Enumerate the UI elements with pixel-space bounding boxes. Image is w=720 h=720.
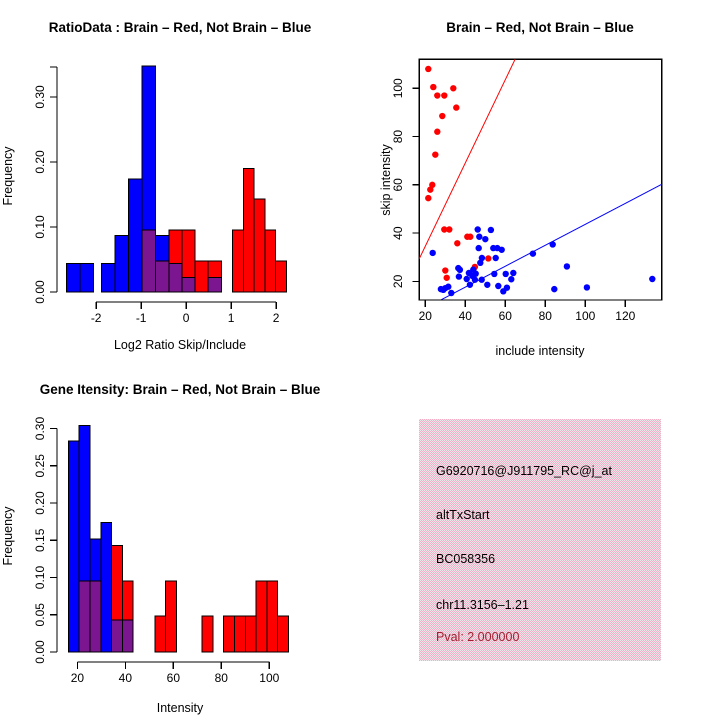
scatter-point xyxy=(491,271,497,277)
y-tick-label: 0.15 xyxy=(33,528,47,552)
hist-bar-red xyxy=(267,581,278,652)
hist-bar-red xyxy=(254,199,265,292)
hist-bar-red xyxy=(235,616,246,652)
scatter-point xyxy=(485,255,491,261)
x-tick-label: 100 xyxy=(259,671,280,685)
scatter-point xyxy=(434,129,440,135)
x-tick-label: 40 xyxy=(118,671,133,685)
hist-bar-blue xyxy=(129,179,143,292)
scatter-point xyxy=(425,66,431,72)
hist-bar-red xyxy=(276,261,287,292)
hist-bar-red xyxy=(195,261,208,292)
scatter-point xyxy=(475,226,481,232)
scatter-point xyxy=(442,267,448,273)
hist-bar-red xyxy=(278,616,289,652)
scatter-point xyxy=(425,195,431,201)
gene-histogram-title: Gene Itensity: Brain – Red, Not Brain – Blue xyxy=(39,382,321,397)
scatter-point xyxy=(439,113,445,119)
scatter-point xyxy=(434,92,440,98)
scatter-point xyxy=(503,271,509,277)
hist-bar-overlap xyxy=(79,581,90,652)
hist-bar-overlap xyxy=(169,263,182,292)
scatter-point xyxy=(649,276,655,282)
ratio-histogram-plot xyxy=(0,0,360,360)
y-tick-label: 0.00 xyxy=(33,640,47,664)
hist-bar-red xyxy=(208,261,221,278)
scatter-point xyxy=(467,234,473,240)
event-type-text: altTxStart xyxy=(436,508,490,522)
hist-bar-red xyxy=(155,616,166,652)
scatter-point xyxy=(488,227,494,233)
ratio-histogram-ylabel: Frequency xyxy=(1,146,15,206)
hist-bar-blue xyxy=(101,522,112,652)
scatter-point xyxy=(444,275,450,281)
scatter-point xyxy=(510,270,516,276)
y-tick-label: 80 xyxy=(391,129,405,144)
accession-text: BC058356 xyxy=(436,552,496,566)
y-tick-label: 60 xyxy=(391,178,405,192)
x-tick-label: 80 xyxy=(538,309,552,323)
x-tick-label: 100 xyxy=(575,309,596,323)
hist-bar-blue xyxy=(115,235,129,292)
scatter-point xyxy=(479,277,485,283)
info-panel-box xyxy=(419,419,661,661)
scatter-point xyxy=(479,255,485,261)
scatter-point xyxy=(508,276,514,282)
y-tick-label: 0.00 xyxy=(33,280,47,304)
hist-bar-red xyxy=(233,230,244,292)
scatter-xlabel: include intensity xyxy=(495,344,585,358)
scatter-point xyxy=(450,85,456,91)
panel-ratio-histogram xyxy=(0,0,360,360)
probe-id-text: G6920716@J911795_RC@j_at xyxy=(436,464,612,478)
hist-bar-overlap xyxy=(182,278,195,292)
x-tick-label: 20 xyxy=(418,309,432,323)
y-tick-label: 100 xyxy=(391,78,405,99)
hist-bar-red xyxy=(202,616,213,652)
scatter-point xyxy=(493,255,499,261)
scatter-ylabel: skip intensity xyxy=(379,144,393,216)
scatter-point xyxy=(476,245,482,251)
scatter-point xyxy=(456,273,462,279)
scatter-point xyxy=(445,284,451,290)
hist-bar-overlap xyxy=(142,230,156,292)
hist-bar-blue xyxy=(142,66,156,230)
scatter-point xyxy=(473,270,479,276)
gene-histogram-ylabel: Frequency xyxy=(1,506,15,566)
x-tick-label: 20 xyxy=(70,671,85,685)
scatter-point xyxy=(530,250,536,256)
y-tick-label: 0.20 xyxy=(33,491,47,515)
scatter-point xyxy=(453,104,459,110)
panel-intensity-scatter xyxy=(360,0,720,360)
x-tick-label: 80 xyxy=(214,671,228,685)
scatter-point xyxy=(427,186,433,192)
locus-text: chr11.3156–1.21 xyxy=(436,598,529,612)
hist-bar-red xyxy=(169,230,182,263)
plot-box xyxy=(419,59,661,300)
hist-bar-blue xyxy=(80,263,94,292)
gene-histogram-xlabel: Intensity xyxy=(156,701,204,715)
hist-bar-overlap xyxy=(90,581,101,652)
x-tick-label: 120 xyxy=(615,309,636,323)
y-tick-label: 0.30 xyxy=(33,85,47,109)
scatter-point xyxy=(430,84,436,90)
scatter-title: Brain – Red, Not Brain – Blue xyxy=(446,20,634,35)
hist-bar-blue xyxy=(68,441,79,652)
scatter-point xyxy=(430,250,436,256)
x-tick-label: 60 xyxy=(166,671,181,685)
hist-bar-red xyxy=(256,581,267,652)
y-tick-label: 0.05 xyxy=(33,603,47,627)
panel-gene-histogram xyxy=(0,360,360,720)
scatter-point xyxy=(448,290,454,296)
hist-bar-red xyxy=(224,616,235,652)
x-tick-label: 60 xyxy=(498,309,512,323)
scatter-point xyxy=(432,151,438,157)
y-tick-label: 20 xyxy=(391,274,405,289)
panel-info xyxy=(360,360,720,720)
scatter-point xyxy=(441,92,447,98)
ratio-histogram-title: RatioData : Brain – Red, Not Brain – Blue xyxy=(48,20,312,35)
hist-bar-blue xyxy=(156,235,170,260)
y-tick-label: 40 xyxy=(391,226,405,240)
y-tick-label: 0.10 xyxy=(33,215,47,239)
scatter-point xyxy=(551,286,557,292)
x-tick-label: 40 xyxy=(458,309,472,323)
scatter-point xyxy=(476,234,482,240)
scatter-point xyxy=(499,247,505,253)
x-tick-label: -1 xyxy=(135,311,147,325)
scatter-point xyxy=(584,284,590,290)
hist-bar-blue xyxy=(79,426,90,582)
pval-text: Pval: 2.000000 xyxy=(436,630,520,644)
y-tick-label: 0.25 xyxy=(33,454,47,478)
scatter-point xyxy=(564,263,570,269)
scatter-point xyxy=(446,226,452,232)
hist-bar-overlap xyxy=(112,620,123,652)
hist-bar-red xyxy=(112,545,123,619)
scatter-point xyxy=(472,277,478,283)
hist-bar-red xyxy=(166,581,177,652)
scatter-plot xyxy=(360,0,720,360)
scatter-point xyxy=(550,241,556,247)
ratio-histogram-xlabel: Log2 Ratio Skip/Include xyxy=(113,338,247,352)
hist-bar-red xyxy=(265,230,276,292)
x-tick-label: 0 xyxy=(182,311,190,325)
x-tick-label: 2 xyxy=(272,311,280,325)
hist-bar-blue xyxy=(90,539,101,581)
scatter-point xyxy=(454,240,460,246)
hist-bar-overlap xyxy=(156,261,170,292)
hist-bar-overlap xyxy=(122,620,133,652)
hist-bar-red xyxy=(182,230,195,277)
scatter-point xyxy=(495,283,501,289)
scatter-point xyxy=(482,236,488,242)
hist-bar-overlap xyxy=(208,278,221,292)
scatter-point xyxy=(467,282,473,288)
hist-bar-blue xyxy=(102,263,116,292)
hist-bar-red xyxy=(245,616,256,652)
scatter-point xyxy=(464,276,470,282)
y-tick-label: 0.30 xyxy=(33,416,47,441)
scatter-point xyxy=(484,282,490,288)
hist-bar-red xyxy=(122,581,133,620)
y-tick-label: 0.20 xyxy=(33,150,47,174)
x-tick-label: -2 xyxy=(90,311,102,325)
gene-histogram-plot xyxy=(0,360,360,720)
scatter-point xyxy=(457,267,463,273)
scatter-point xyxy=(504,284,510,290)
y-tick-label: 0.10 xyxy=(33,565,47,590)
x-tick-label: 1 xyxy=(227,311,235,325)
hist-bar-red xyxy=(243,168,254,292)
hist-bar-blue xyxy=(66,263,80,292)
